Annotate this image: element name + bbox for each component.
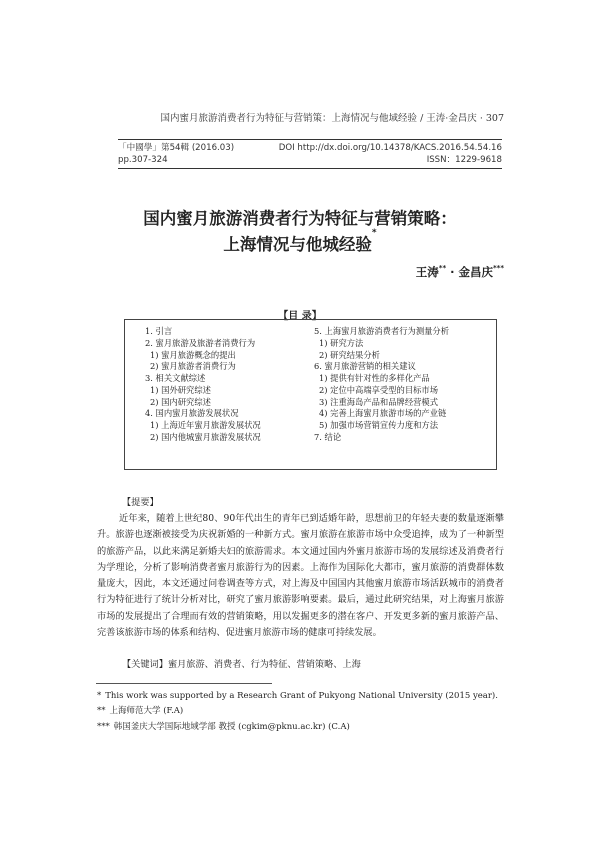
doi-link[interactable]: DOI http://dx.doi.org/10.14378/KACS.2016.54.54.16	[278, 143, 502, 153]
footnote-text: This work was supported by a Research Grant of Pukyong National University (2015 year).	[105, 691, 498, 701]
toc-heading: 【目 录】	[278, 311, 322, 322]
toc-item: 3. 相关文献综述	[145, 373, 206, 383]
authors	[416, 264, 504, 280]
journal-info-top-rule	[118, 139, 502, 140]
toc-item: 4. 国内蜜月旅游发展状况	[145, 408, 239, 419]
toc-item: 1) 提供有针对性的多样化产品	[319, 373, 430, 383]
footnote-mark: ***	[97, 721, 110, 732]
author-2-mark: ***	[493, 264, 504, 272]
article-title-line-1: 国内蜜月旅游消费者行为特征与营销策略：	[143, 209, 457, 228]
toc-item: 2) 定位中高端享受型的目标市场	[319, 384, 439, 395]
toc-item: 1. 引言	[145, 326, 173, 336]
toc-item: 5. 上海蜜月旅游消费者行为测量分析	[314, 326, 450, 336]
footnote-mark: *	[97, 691, 102, 701]
toc-item: 7. 结论	[314, 431, 342, 442]
author-2: 金昌庆	[458, 265, 494, 279]
toc-item: 1) 上海近年蜜月旅游发展状况	[150, 420, 261, 430]
footnote-divider	[96, 683, 272, 684]
keywords-label: 【关键词】	[122, 659, 168, 670]
journal-info-box	[118, 139, 502, 169]
toc-item: 2) 国内他城蜜月旅游发展状况	[150, 431, 261, 442]
author-separator: ·	[450, 265, 455, 279]
toc-item: 4) 完善上海蜜月旅游市场的产业链	[319, 408, 447, 419]
journal-info-bottom-rule	[118, 168, 502, 169]
toc-item: 2) 国内研究综述	[150, 396, 211, 407]
author-1-mark: **	[438, 264, 447, 272]
footnotes	[97, 689, 507, 735]
article-title-line-2-text: 上海情况与他城经验	[223, 235, 372, 254]
footnote	[97, 689, 507, 704]
toc-item: 2) 蜜月旅游者消费行为	[150, 361, 236, 372]
keywords-text: 蜜月旅游、消费者、行为特征、营销策略、上海	[167, 659, 361, 670]
toc-left-column	[145, 326, 261, 444]
toc-item: 1) 蜜月旅游概念的提出	[150, 349, 236, 360]
toc-item: 1) 国外研究综述	[150, 384, 211, 395]
abstract-text: 近年来，随着上世纪80、90年代出生的青年已到适婚年龄，思想前卫的年轻夫妻的数量逐渐攀升。旅游也逐渐被接受为庆祝新婚的一种新方式。蜜月旅游在旅游市场中众受追捧，成为了一种新型的旅游产品，以此来满足新婚夫妇的旅游需求。本文通过国内外蜜月旅游市场的发展综述及消费者行为学理论，分析了影响消费者蜜月旅游行为的因素。上海作为国际化大都市，蜜月旅游的消费群体数量庞大，因此，本文还通过问卷调查等方式，对上海及中国国内其他蜜月旅游市场活跃城市的消费者行为特征进行了统计分析对比，研究了蜜月旅游影响要素。最后，通过此研究结果，对上海蜜月旅游市场的发展提出了合理而有效的营销策略，用以发掘更多的潜在客户、开发更多新的蜜月旅游产品、完善该旅游市场的体系和结构、促进蜜月旅游市场的健康可持续发展。	[97, 513, 504, 638]
journal-info-row-1	[118, 142, 502, 154]
title-footnote-mark: *	[371, 228, 377, 238]
footnote	[97, 720, 507, 735]
footnote-mark: **	[97, 706, 106, 717]
author-1: 王涛	[415, 265, 439, 279]
footnote-text: 上海师范大学 (F.A)	[109, 706, 184, 717]
toc-item: 2) 研究结果分析	[319, 349, 380, 360]
table-of-contents	[124, 319, 497, 470]
abstract-label: 【提要】	[122, 497, 159, 508]
running-header: 国内蜜月旅游消费者行为特征与营销策：上海情况与他域经验 / 王涛·金昌庆 · 307	[160, 113, 504, 124]
toc-item: 1) 研究方法	[319, 337, 364, 348]
keywords	[122, 656, 361, 670]
toc-item: 6. 蜜月旅游营销的相关建议	[314, 361, 416, 372]
journal-info-row-2	[118, 154, 502, 166]
article-title-line-2	[0, 228, 600, 255]
issn: ISSN：1229-9618	[426, 155, 502, 165]
journal-name: 「中國學」第54輯 (2016.03)	[118, 143, 235, 153]
toc-item: 5) 加强市场营销宣传力度和方法	[319, 420, 439, 430]
toc-item: 3) 注重海岛产品和品牌经营模式	[319, 396, 439, 407]
toc-right-column	[314, 326, 449, 444]
footnote-text: 韩国釜庆大学国际地域学部 教授 (cgkim@pknu.ac.kr) (C.A)	[113, 721, 350, 732]
footnote	[97, 704, 507, 719]
page-range: pp.307-324	[118, 155, 168, 165]
toc-item: 2. 蜜月旅游及旅游者消费行为	[145, 337, 256, 348]
